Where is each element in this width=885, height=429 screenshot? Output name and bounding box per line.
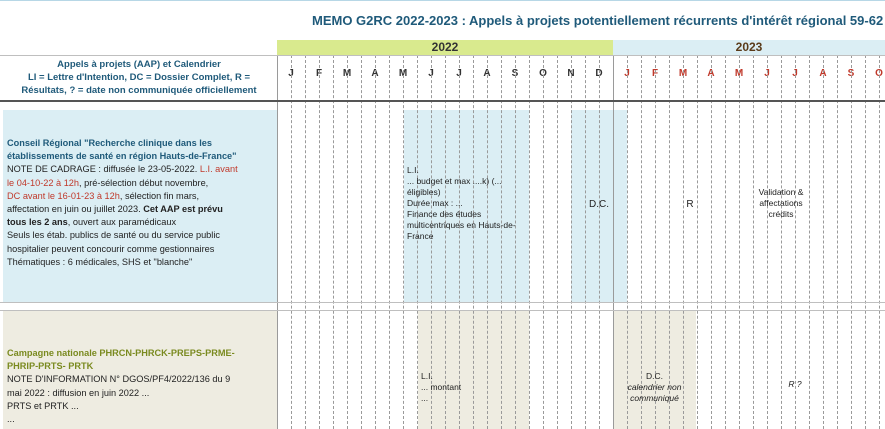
grid-line: [767, 55, 769, 429]
cell-line: Validation &: [758, 187, 804, 197]
grid-line: [599, 55, 601, 429]
month-label: A: [707, 68, 715, 79]
row-1-tous-line: [7, 216, 277, 229]
grid-line: [529, 55, 531, 429]
row-2-note-3: PRTS et PRTK ...: [7, 400, 79, 411]
row-1-seuls-1: Seuls les étab. publics de santé ou du service public: [7, 230, 220, 241]
cell-line: crédits: [768, 209, 794, 219]
grid-line: [781, 55, 783, 429]
month-label: O: [875, 68, 883, 79]
row-1-description: [7, 137, 277, 269]
row-2-r-cell: R ?: [788, 379, 802, 389]
grid-line: [375, 55, 377, 429]
month-label: A: [819, 68, 827, 79]
header-line-3: Résultats, ? = date non communiquée officiellement: [21, 85, 257, 96]
row-1-affect-line: [7, 203, 277, 216]
cell-line: ...: [421, 393, 429, 403]
grid-line: [711, 55, 713, 429]
month-label: J: [428, 68, 434, 79]
grid-line: [809, 55, 811, 429]
row-2-note-1: NOTE D'INFORMATION N° DGOS/PF4/2022/136 du 9: [7, 374, 231, 385]
cell-line: ... montant: [421, 382, 462, 392]
month-label: N: [567, 68, 575, 79]
month-label: S: [511, 68, 519, 79]
grid-line: [837, 55, 839, 429]
grid-line: [865, 55, 867, 429]
row-2-dc-cell: [613, 371, 696, 404]
grid-line: [879, 55, 881, 429]
grid-line: [725, 55, 727, 429]
month-label: F: [315, 68, 323, 79]
cell-line: affectations: [759, 198, 803, 208]
preselection-text: , pré-sélection début novembre,: [79, 177, 209, 188]
month-label: S: [847, 68, 855, 79]
grid-line: [557, 55, 559, 429]
ouvert-text: , ouvert aux paramédicaux: [67, 217, 177, 228]
cell-line: calendrier non: [627, 382, 682, 392]
grid-line: [697, 55, 699, 429]
cell-line: Finance des études: [407, 209, 482, 219]
row-1-validation-cell: [753, 187, 809, 220]
year-header-blank: [0, 40, 277, 56]
row-2-note-4: ...: [7, 414, 15, 425]
header-bottom-border: [0, 100, 885, 102]
row-divider: [0, 55, 885, 56]
row-1-thematiques: Thématiques : 6 médicales, SHS et "blanche": [7, 256, 193, 267]
grid-line: [361, 55, 363, 429]
cell-line: D.C.: [646, 371, 663, 381]
month-label: J: [624, 68, 630, 79]
grid-line: [333, 55, 335, 429]
month-label: J: [456, 68, 462, 79]
row-2-li-cell: [421, 371, 521, 404]
grid-line: [291, 55, 293, 429]
row-1-title-line-1: Conseil Régional "Recherche clinique dans les: [7, 138, 213, 148]
row-divider: [0, 302, 885, 303]
row-1-dc-cell: D.C.: [589, 199, 609, 210]
row-2-title-line-2: PHRIP-PRTS- PRTK: [7, 361, 94, 372]
cell-line: France: [407, 231, 434, 241]
grid-line: [319, 55, 321, 429]
row-1-title-line-2: établissements de santé en région Hauts-de-France": [7, 151, 237, 162]
grid-line: [305, 55, 307, 429]
cadrage-text: NOTE DE CADRAGE : diffusée le 23-05-2022.: [7, 164, 200, 175]
grid-line: [851, 55, 853, 429]
column-header-aap: [5, 58, 273, 97]
month-label: D: [595, 68, 603, 79]
row-1-cadrage-line: [7, 163, 277, 176]
row-2-description: [7, 347, 277, 426]
cell-line: Durée max : ...: [407, 198, 463, 208]
grid-line: [795, 55, 797, 429]
month-label: F: [651, 68, 659, 79]
grid-line: [417, 55, 419, 429]
grid-line: [347, 55, 349, 429]
selection-text: , sélection fin mars,: [119, 190, 200, 201]
header-line-1: Appels à projets (AAP) et Calendrier: [57, 59, 221, 70]
grid-line: [823, 55, 825, 429]
affect-text: affectation en juin ou juillet 2023.: [7, 204, 144, 215]
month-label: J: [792, 68, 798, 79]
title-bar: [0, 0, 885, 42]
grid-line: [403, 55, 405, 429]
row-2-note-2: mai 2022 : diffusion en juin 2022 ...: [7, 387, 150, 398]
month-label: M: [342, 68, 352, 79]
grid-line: [389, 55, 391, 429]
cell-line: éligibles): [407, 187, 441, 197]
cell-line: L.I.: [421, 371, 433, 381]
row-divider: [0, 310, 885, 311]
header-line-2: LI = Lettre d'Intention, DC = Dossier Complet, R =: [27, 72, 251, 83]
year-header-2023: 2023: [613, 40, 885, 56]
li-deadline: L.I. avant: [199, 164, 238, 175]
row-1-seuls-2: hospitalier peuvent concourir comme gestionnaires: [7, 243, 215, 254]
page-title: MEMO G2RC 2022-2023 : Appels à projets potentiellement récurrents d'intérêt régional 59-62: [312, 13, 884, 28]
grid-line: [571, 55, 573, 429]
month-label: M: [398, 68, 408, 79]
cell-line: ... budget et max ....k) (...: [407, 176, 502, 186]
row-1-li-line: [7, 177, 277, 190]
dc-deadline: DC avant le 16-01-23 à 12h: [7, 190, 120, 201]
tous-text: tous les 2 ans: [7, 217, 68, 228]
prevu-text: Cet AAP est prévu: [143, 204, 223, 215]
month-label: A: [483, 68, 491, 79]
grid-line: [739, 55, 741, 429]
month-label: O: [539, 68, 547, 79]
li-deadline-date: le 04-10-22 à 12h: [7, 177, 80, 188]
month-label: J: [764, 68, 770, 79]
grid-line: [753, 55, 755, 429]
month-label: M: [678, 68, 688, 79]
row-1-li-cell: [407, 165, 529, 242]
grid-line: [277, 55, 279, 429]
month-label: M: [734, 68, 744, 79]
month-label: J: [288, 68, 294, 79]
year-header-2022: 2022: [277, 40, 613, 56]
cell-line: multicentriques en Hauts-de-: [407, 220, 516, 230]
row-2-title-line-1: Campagne nationale PHRCN-PHRCK-PREPS-PRME-: [7, 348, 235, 358]
grid-line: [585, 55, 587, 429]
cell-line: L.I.: [407, 165, 419, 175]
month-label: A: [371, 68, 379, 79]
cell-line: communiqué: [630, 393, 679, 403]
row-1-dc-line: [7, 190, 277, 203]
grid-line: [543, 55, 545, 429]
row-1-r-cell: R: [686, 199, 694, 210]
